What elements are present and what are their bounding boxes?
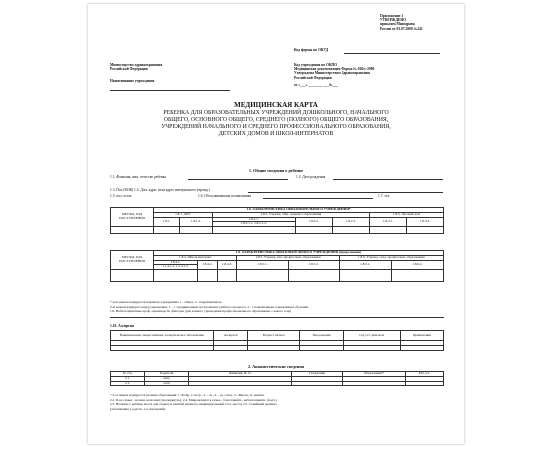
- month-year-header-b: МЕСЯЦ, ГОД ПОСТУПЛЕНИЯ: [111, 251, 154, 270]
- institution-table-a: [110, 207, 444, 234]
- note-2-4: (заболевания у родств. 1-2 поколений): [110, 406, 166, 411]
- okud-underline: [344, 53, 440, 54]
- anamnesis-row-1-parent: мать: [145, 376, 189, 381]
- allergy-title: 1.10. Аллергия: [110, 324, 134, 328]
- allergy-table: [110, 330, 444, 351]
- group-a-3: 1.8.3. Детский дом: [369, 212, 443, 217]
- cell-b-7: 1.8.6.2.: [391, 260, 443, 270]
- main-title: МЕДИЦИНСКАЯ КАРТА: [234, 101, 318, 109]
- note-1-3: 1.9. Неблагоприятные проф.-производств. факторы (для данного учреждения профессионального образования, с какого года): [110, 309, 292, 314]
- field-status: 1.5. пол. астат.: [110, 194, 133, 198]
- cell-a-4: 1.8.2.2.: [295, 217, 332, 227]
- approval-line-3: приказом Минздрава: [380, 22, 415, 27]
- address-underline: [248, 192, 443, 193]
- note-1-1: *-4-м знаком кодируется параметр учреждения: 1 - общее, 2 - коррекционное.: [110, 300, 223, 304]
- institution-table-b: [110, 250, 444, 282]
- empty-cell: [111, 270, 154, 282]
- field-clinic: 1.6. Обслуживающая поликлиника: [198, 194, 252, 198]
- group-b-1: 1.8.4. Школа-интернат: [154, 255, 237, 260]
- cell-b-4: 1.8.5.1.: [237, 260, 288, 270]
- cell-b-6: 1.8.6.1.: [339, 260, 391, 270]
- note-1-2: 5-м знаком кодируется вид учреждения: 1. - с традиционным построением учебного процесса, 2 - с повышенным содержанием обучения.: [110, 304, 309, 309]
- anamnesis-row-2-parent: отец: [145, 381, 189, 386]
- subtitle-line-2: ОБЩЕГО, ОСНОВНОГО ОБЩЕГО, СРЕДНЕГО (ПОЛНОГО) ОБЩЕГО ОБРАЗОВАНИЯ,: [163, 117, 389, 123]
- table-b-header: 1.8. ХАРАКТЕРИСТИКА ОБРАЗОВАТЕЛЬНОГО УЧРЕЖДЕНИЯ (продолжение): [154, 251, 444, 256]
- section1-title: 1. Общие сведения о ребенке: [248, 168, 304, 173]
- cell-a-5: 1.8.2.3.: [332, 217, 369, 227]
- anamnesis-row-2-num: 2.1.: [111, 381, 145, 386]
- allergy-empty-row: [111, 346, 214, 351]
- anamnesis-col-work: Раб./уч.: [405, 372, 443, 377]
- cell-b-1: 1.8.4.1.: [154, 260, 198, 265]
- anamnesis-col-name: Фамилия, И. О.: [189, 372, 292, 377]
- table-a-header: 1.8. ХАРАКТЕРИСТИКА ОБРАЗОВАТЕЛЬНОГО УЧРЕЖДЕНИЯ*: [154, 208, 444, 213]
- group-a-1: 1.8.1. ДОУ: [154, 212, 213, 217]
- allergy-col-allergen: Аллерген: [214, 331, 248, 341]
- okpo-line-4: Российской Федерации: [294, 75, 332, 80]
- field-phone: 1.7. тел.: [378, 194, 391, 198]
- okpo-line-1: Код учреждения по ОКПО: [294, 63, 338, 67]
- cell-a-3: 1.8.2.1.: [212, 217, 295, 222]
- subtitle-line-4: ДЕТСКИХ ДОМОВ И ШКОЛ-ИНТЕРНАТОВ: [218, 131, 334, 137]
- okpo-block: [294, 63, 374, 87]
- empty-cell: [111, 227, 154, 234]
- okpo-line-3: Утверждена Министерством Здравоохранения: [294, 71, 370, 76]
- cell-a-sub-1: 1.8.2.1.1.: [240, 221, 254, 226]
- note-2-3: 2.3. Наличие у ребенка места для отдыха и занятий (комната, индивидуальный стол, место) 2.5. Семейный анамнез: [110, 402, 277, 407]
- allergy-col-age: Возраст начала: [248, 331, 299, 341]
- anamnesis-col-citizen: Гражданин: [292, 372, 343, 377]
- section2-title: 2. Анамнестические сведения: [247, 364, 305, 369]
- document-page: [88, 4, 464, 444]
- cell-b-sub-1: 1.1.4.1.1.: [162, 264, 176, 269]
- cell-a-6: 1.8.3.1.: [369, 217, 406, 227]
- anamnesis-col-parent: Родители: [145, 372, 189, 377]
- anamnesis-table: [110, 371, 444, 386]
- institution-underline: [110, 90, 230, 91]
- subtitle-block: [98, 110, 454, 138]
- clinic-underline: [263, 198, 373, 199]
- allergy-col-notes: Примечания: [400, 331, 443, 341]
- note-underline: [110, 317, 444, 318]
- okpo-line-2: Медицинская документация Форма № 026/у-2000: [294, 67, 375, 72]
- cell-a-1: 1.8.1.: [154, 217, 180, 227]
- notes-block-1: [110, 300, 450, 314]
- field-full-name: 1.1. Фамилия, имя, отчество ребенка: [110, 175, 167, 179]
- birth-date-underline: [333, 179, 443, 180]
- group-b-3: 1.8.6. Учрежд. сред. профессион. образования: [339, 255, 443, 260]
- allergy-col-type: Вакцинальная, лекарственная, аллергическое заболевание: [111, 331, 214, 341]
- anamnesis-row-1-num: 2.1.: [111, 376, 145, 381]
- institution-label: Наименование учреждения: [110, 79, 155, 83]
- note-2-1: * 3-м знаком кодируется уровень образования: 1. Фобр. 2. неср., 3. - ср., 4. - ср.-спец., 5. -Высш., 6. -вышш.: [110, 393, 265, 397]
- allergy-col-year: Год уст. диагноза: [343, 331, 400, 341]
- ministry-block: [110, 63, 162, 71]
- cell-b-5: 1.8.5.2.: [288, 260, 339, 270]
- approval-line-1: Приложение 1: [380, 14, 404, 18]
- note-2-2: 2.2. Я-ка семьи - полная, неполная (подчеркнуть); 2.4. Микроклимат в семье - благоприятн., неблагоприятн. (подч.): [110, 397, 277, 402]
- ministry-line-1: Министерство здравоохранения: [110, 63, 163, 67]
- group-b-2: 1.8.5. Учрежд. нач. профессион. образования: [237, 255, 339, 260]
- okpo-line-5: от «___» ________ ___№___: [294, 82, 338, 87]
- cell-a-7: 1.8.3.2.: [406, 217, 443, 227]
- ministry-line-2: Российской Федерации: [110, 67, 148, 72]
- anamnesis-col-education: Образование*: [343, 372, 406, 377]
- field-sex-address: 1.3. Пол (М/Ж) 1.4. Дом. адрес (или адрес интернатного учрежд.): [110, 188, 211, 192]
- approval-line-2: УТВЕРЖДЕНО: [380, 18, 406, 23]
- approval-block: [380, 14, 423, 31]
- cell-b-3: 1.8.4.3.: [217, 260, 237, 270]
- full-name-underline: [188, 179, 288, 180]
- allergy-col-reaction: Тип реакции: [299, 331, 343, 341]
- okud-label: Код формы по ОКУД: [294, 48, 329, 52]
- anamnesis-col-num: № стр.: [111, 372, 145, 377]
- group-a-2: 1.8.2. Учрежд. общ. среднего образования: [212, 212, 369, 217]
- approval-line-4: России от 03.07.2000 №241: [380, 26, 423, 31]
- field-birth-date: 1.2. Дата рождения: [296, 175, 326, 179]
- cell-b-sub-2: 1.1.4.1.2.: [175, 264, 189, 269]
- month-year-header: МЕСЯЦ, ГОД ПОСТУПЛЕНИЯ: [111, 208, 154, 227]
- subtitle-line-3: УЧРЕЖДЕНИЙ НАЧАЛЬНОГО И СРЕДНЕГО ПРОФЕССИОНАЛЬНОГО ОБРАЗОВАНИЯ,: [161, 124, 391, 130]
- cell-a-2: 1.8.1.2.: [180, 217, 213, 227]
- cell-b-2: 1.8.4.2.: [197, 260, 217, 270]
- notes-block-2: [110, 393, 450, 411]
- cell-a-sub-2: 1.8.2.1.2.: [254, 221, 267, 226]
- subtitle-line-1: РЕБЕНКА ДЛЯ ОБРАЗОВАТЕЛЬНЫХ УЧРЕЖДЕНИЙ ДОШКОЛЬНОГО, НАЧАЛЬНОГО: [163, 110, 389, 116]
